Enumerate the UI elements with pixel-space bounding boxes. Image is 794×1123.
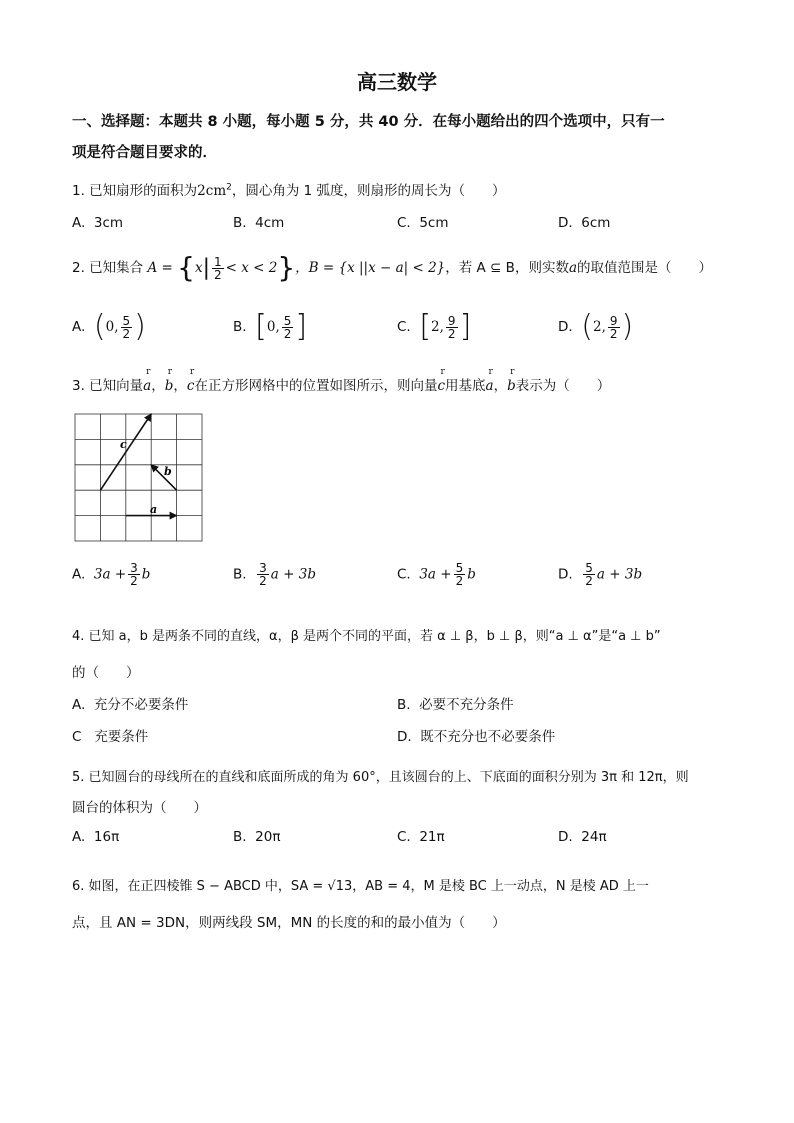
option-label: A. [72, 215, 86, 231]
option-text: 3cm [93, 215, 124, 231]
q2-option-b[interactable] [233, 309, 308, 344]
q1-option-c[interactable] [397, 215, 448, 231]
option-label: A. [72, 829, 86, 845]
q2-option-d[interactable] [558, 309, 634, 344]
question-2-mid: ，若 A ⊆ B，则实数 [445, 260, 569, 276]
question-3-text: 在正方形网格中的位置如图所示，则向量 [194, 378, 438, 394]
q3-option-a[interactable] [72, 562, 150, 587]
set-a-var: x [194, 260, 203, 276]
option-text: 20π [255, 829, 281, 845]
interval-fraction [608, 315, 620, 340]
fraction-denominator: 2 [130, 574, 138, 588]
q3-option-c[interactable] [397, 562, 476, 587]
q3-option-b[interactable] [233, 562, 316, 587]
option-expression: a + 3b [596, 566, 643, 583]
set-a-tail: < x < 2 [225, 260, 278, 276]
option-text: 6cm [581, 215, 611, 231]
option-label: D. [558, 829, 573, 845]
question-6-line1: 6. 如图，在正四棱锥 S − ABCD 中，SA = √13，AB = 4，M 是棱 BC 上一动点，N 是棱 AD 上一 [72, 879, 649, 894]
fraction-numerator: 9 [447, 313, 456, 328]
interval-close: ] [295, 309, 308, 344]
q5-option-d[interactable] [558, 829, 607, 845]
fraction-denominator: 2 [283, 326, 292, 341]
fraction-denominator: 2 [122, 326, 131, 341]
fraction-numerator: 5 [585, 561, 593, 575]
set-a-lhs: A = [147, 260, 178, 276]
option-label: C [72, 729, 82, 745]
fraction-denominator: 2 [585, 574, 593, 588]
option-text: 21π [419, 829, 445, 845]
section-heading-line2: 项是符合题目要求的． [72, 145, 217, 161]
option-expression: b [141, 566, 151, 583]
set-b: ，B = {x ||x − a| < 2} [295, 260, 446, 276]
question-4-line2: 的（ ） [72, 665, 140, 681]
option-label: B. [233, 829, 247, 845]
interval-close: ) [621, 309, 634, 344]
fraction-numerator: 9 [609, 313, 618, 328]
interval-fraction [282, 315, 294, 340]
question-3-text: 3. 已知向量 [72, 378, 144, 394]
option-label: A. [72, 566, 86, 583]
fraction-numerator: 5 [122, 313, 131, 328]
option-text: 必要不充分条件 [419, 697, 514, 713]
set-a-fraction [212, 256, 224, 281]
option-label: C. [397, 319, 411, 335]
option-text: 充要条件 [94, 729, 149, 745]
fraction-denominator: 2 [214, 267, 222, 282]
question-1-suffix: ，圆心角为 1 弧度，则扇形的周长为（ ） [231, 183, 506, 199]
question-1 [72, 179, 506, 199]
fraction-denominator: 2 [259, 574, 267, 588]
option-expression: 3a + [93, 566, 127, 583]
option-label: D. [558, 319, 573, 335]
interval-open: [ [255, 309, 267, 344]
q1-option-d[interactable] [558, 215, 610, 231]
interval-fraction [446, 315, 458, 340]
option-text: 充分不必要条件 [93, 697, 189, 713]
label-c: c [120, 438, 127, 451]
q1-option-b[interactable] [233, 215, 284, 231]
vector-a: r a [486, 378, 494, 394]
option-expression: a + 3b [270, 566, 316, 583]
option-text: 24π [581, 829, 607, 845]
question-5-line2: 圆台的体积为（ ） [72, 800, 207, 816]
q4-option-c[interactable] [72, 725, 148, 745]
option-fraction [257, 562, 269, 587]
interval-fraction [121, 315, 133, 340]
option-label: B. [233, 215, 247, 231]
q3-option-d[interactable] [558, 562, 642, 587]
interval-open: [ [419, 309, 432, 344]
interval-open: ( [581, 309, 593, 344]
interval-low: 0, [266, 319, 280, 335]
fraction-denominator: 2 [609, 326, 618, 341]
option-fraction [128, 562, 140, 587]
vector-grid-figure [74, 413, 204, 543]
var-a: a [568, 260, 578, 276]
fraction-numerator: 5 [283, 313, 292, 328]
question-2 [72, 251, 713, 284]
option-expression: b [467, 566, 476, 583]
section-heading-line1: 一、选择题：本题共 8 小题，每小题 5 分，共 40 分．在每小题给出的四个选项中，只有一 [72, 114, 665, 130]
fraction-numerator: 5 [455, 561, 464, 575]
option-text: 4cm [255, 215, 285, 231]
option-label: C. [397, 829, 411, 845]
option-label: A. [72, 697, 86, 713]
option-label: A. [72, 319, 86, 335]
option-text: 既不充分也不必要条件 [420, 729, 556, 745]
q4-option-a[interactable] [72, 693, 188, 713]
interval-open: ( [93, 309, 106, 344]
brace-open: { [177, 251, 195, 284]
option-label: D. [558, 215, 573, 231]
question-2-prefix: 2. 已知集合 [72, 260, 144, 276]
q5-option-b[interactable] [233, 829, 280, 845]
q4-option-b[interactable] [397, 693, 514, 713]
interval-low: 0, [105, 319, 119, 335]
fraction-numerator: 1 [214, 254, 222, 269]
question-3-text: 用基底 [445, 378, 486, 394]
q4-option-d[interactable] [397, 725, 555, 745]
question-1-prefix: 1. 已知扇形的面积为 [72, 183, 198, 199]
fraction-numerator: 3 [130, 561, 138, 575]
q1-option-a[interactable] [72, 215, 123, 231]
q5-option-a[interactable] [72, 829, 119, 845]
option-fraction [583, 562, 595, 587]
question-1-area-exp: 2 [226, 182, 232, 193]
question-2-suffix: 的取值范围是（ ） [577, 260, 713, 276]
option-expression: 3a + [419, 566, 452, 583]
option-label: B. [397, 697, 411, 713]
vector-b: r b [165, 378, 174, 394]
vector-c: r c [437, 378, 445, 394]
interval-low: 2, [431, 319, 444, 335]
label-a: a [150, 503, 158, 516]
option-label: C. [397, 215, 411, 231]
question-1-area: 2cm [197, 183, 227, 199]
question-5-line1: 5. 已知圆台的母线所在的直线和底面所成的角为 60°，且该圆台的上、下底面的面积分别为 3π 和 12π，则 [72, 770, 689, 785]
bar: | [202, 255, 210, 281]
q5-option-c[interactable] [397, 829, 445, 845]
interval-close: ] [459, 309, 472, 344]
fraction-numerator: 3 [259, 561, 267, 575]
label-b: b [164, 465, 172, 478]
interval-low: 2, [593, 319, 606, 335]
question-3: 3. 已知向量r a，r b，r c在正方形网格中的位置如图所示，则向量r c用基底r a，r b表示为（ ） [72, 374, 610, 394]
q2-option-c[interactable] [397, 309, 472, 344]
question-6-line2: 点，且 AN = 3DN，则两线段 SM，MN 的长度的和的最小值为（ ） [72, 915, 506, 931]
option-label: D. [558, 566, 573, 583]
option-fraction [454, 562, 466, 587]
interval-close: ) [134, 309, 146, 344]
option-text: 5cm [419, 215, 449, 231]
fraction-denominator: 2 [447, 326, 456, 341]
brace-close: } [277, 251, 296, 284]
option-label: B. [233, 566, 247, 583]
fraction-denominator: 2 [455, 574, 464, 588]
option-label: C. [397, 566, 411, 583]
question-3-text: 表示为（ ） [515, 378, 611, 394]
q2-option-a[interactable] [72, 309, 146, 344]
page-title: 高三数学 [357, 70, 437, 94]
vector-c: r c [187, 378, 195, 394]
vector-b: r b [507, 378, 516, 394]
option-label: D. [397, 729, 412, 745]
question-4-line1: 4. 已知 a，b 是两条不同的直线，α，β 是两个不同的平面，若 α ⊥ β，b ⊥ β，则“a ⊥ α”是“a ⊥ b” [72, 629, 661, 644]
vector-a: r a [143, 378, 151, 394]
option-label: B. [233, 319, 247, 335]
option-text: 16π [93, 829, 120, 845]
